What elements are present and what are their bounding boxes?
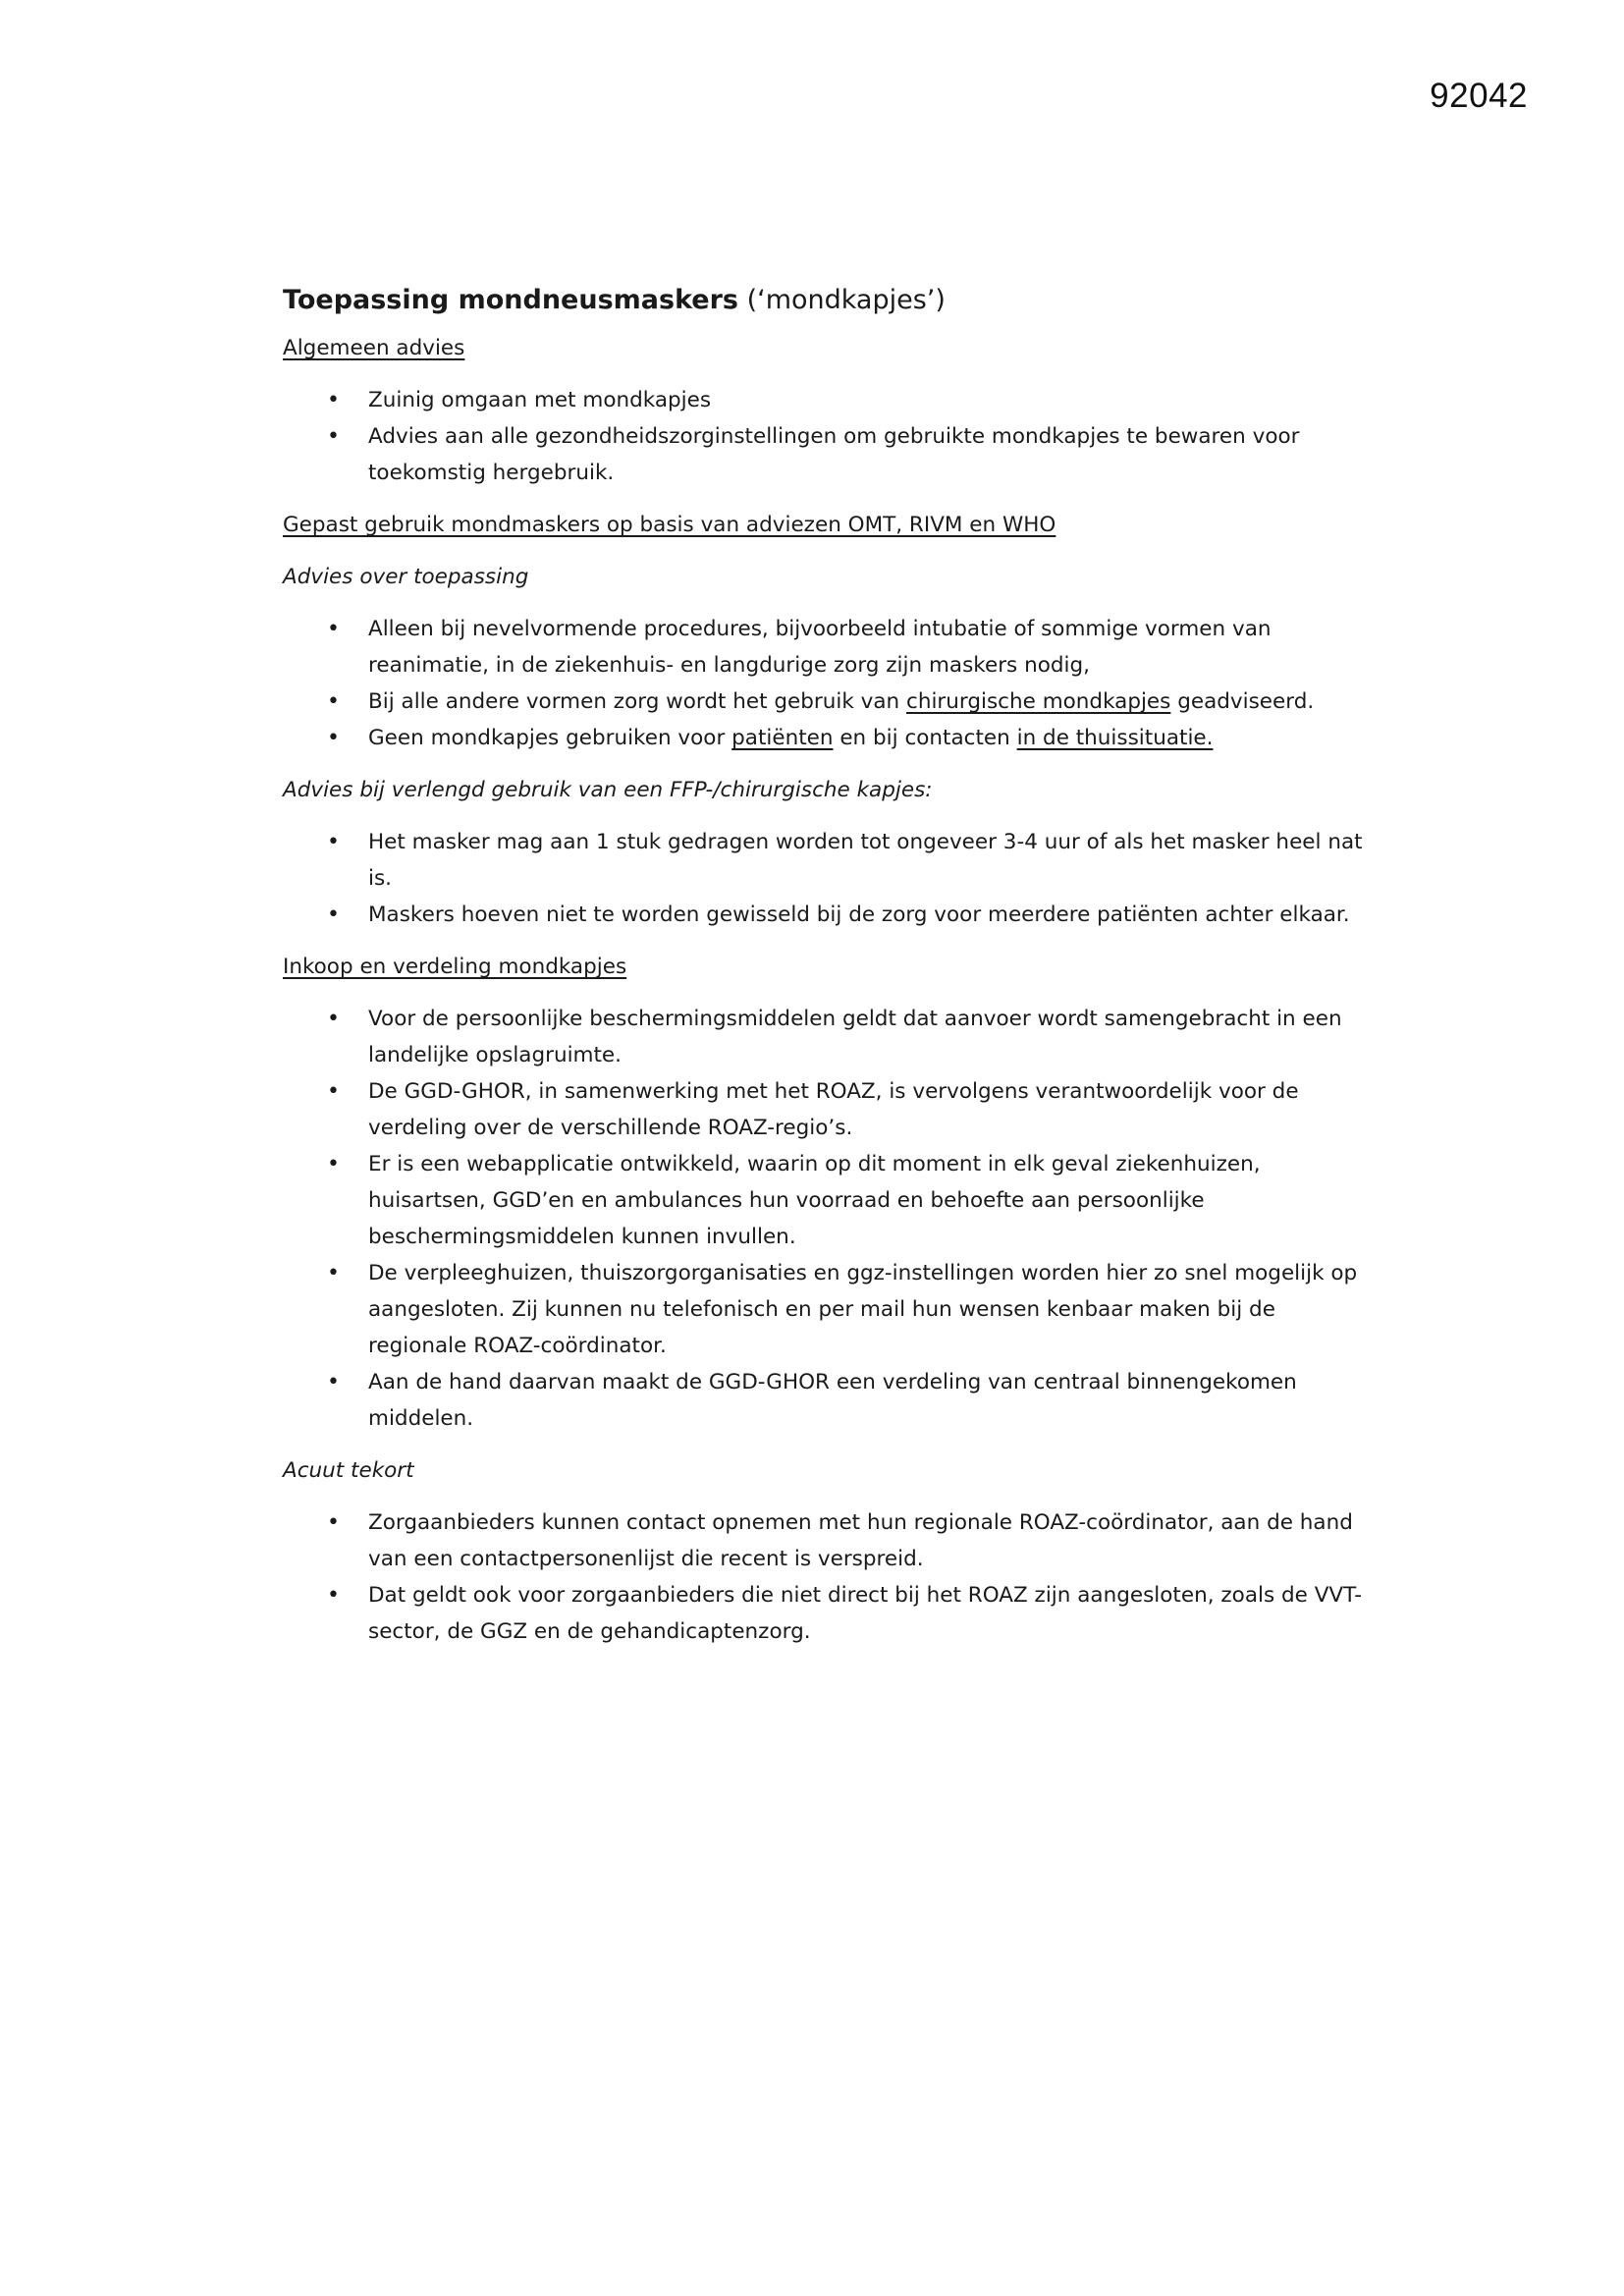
list-item: • Er is een webapplicatie ontwikkeld, waarin op dit moment in elk geval ziekenhuizen, huisartsen, GGD’en en ambulances hun voorraad en behoefte aan persoonlijke beschermingsmiddelen kunnen invullen. bbox=[283, 1146, 1373, 1255]
list-item: • Alleen bij nevelvormende procedures, bijvoorbeeld intubatie of sommige vormen van reanimatie, in de ziekenhuis- en langdurige zorg zijn maskers nodig, bbox=[283, 611, 1373, 683]
list-item: • Geen mondkapjes gebruiken voor patiënten en bij contacten in de thuissituatie. bbox=[283, 720, 1373, 756]
list-item: • De GGD-GHOR, in samenwerking met het ROAZ, is vervolgens verantwoordelijk voor de verdeling over de verschillende ROAZ-regio’s. bbox=[283, 1073, 1373, 1146]
list-item: • Voor de persoonlijke beschermingsmiddelen geldt dat aanvoer wordt samengebracht in een landelijke opslagruimte. bbox=[283, 1001, 1373, 1073]
list-item: • Zuinig omgaan met mondkapjes bbox=[283, 382, 1373, 418]
document-body bbox=[283, 283, 1373, 1666]
title-rest: (‘mondkapjes’) bbox=[738, 285, 946, 315]
list-item: • Dat geldt ook voor zorgaanbieders die niet direct bij het ROAZ zijn aangesloten, zoals de VVT-sector, de GGZ en de gehandicaptenzorg. bbox=[283, 1577, 1373, 1650]
heading-advies-over-toepassing: Advies over toepassing bbox=[283, 565, 529, 589]
heading-inkoop-verdeling: Inkoop en verdeling mondkapjes bbox=[283, 955, 627, 979]
list-item: • Advies aan alle gezondheidszorginstellingen om gebruikte mondkapjes te bewaren voor toekomstig hergebruik. bbox=[283, 418, 1373, 491]
bullet-list-advies-toepassing bbox=[283, 611, 1373, 756]
underlined-term-thuissituatie: in de thuissituatie. bbox=[1016, 726, 1214, 750]
list-item: • De verpleeghuizen, thuiszorgorganisaties en ggz-instellingen worden hier zo snel mogelijk op aangesloten. Zij kunnen nu telefonisch en per mail hun wensen kenbaar maken bij de regionale ROAZ-coördinator. bbox=[283, 1255, 1373, 1364]
list-item: • Aan de hand daarvan maakt de GGD-GHOR een verdeling van centraal binnengekomen middelen. bbox=[283, 1364, 1373, 1437]
page-number: 92042 bbox=[1430, 77, 1528, 115]
document-title bbox=[283, 283, 1373, 318]
list-item: • Bij alle andere vormen zorg wordt het gebruik van chirurgische mondkapjes geadviseerd. bbox=[283, 683, 1373, 720]
heading-gepast-gebruik: Gepast gebruik mondmaskers op basis van adviezen OMT, RIVM en WHO bbox=[283, 513, 1056, 537]
underlined-term-chirurgische-mondkapjes: chirurgische mondkapjes bbox=[906, 689, 1171, 714]
list-item: • Maskers hoeven niet te worden gewisseld bij de zorg voor meerdere patiënten achter elkaar. bbox=[283, 897, 1373, 933]
heading-algemeen-advies: Algemeen advies bbox=[283, 336, 465, 360]
bullet-list-acuut-tekort bbox=[283, 1504, 1373, 1650]
list-item: • Het masker mag aan 1 stuk gedragen worden tot ongeveer 3-4 uur of als het masker heel nat is. bbox=[283, 824, 1373, 897]
list-item: • Zorgaanbieders kunnen contact opnemen met hun regionale ROAZ-coördinator, aan de hand van een contactpersonenlijst die recent is verspreid. bbox=[283, 1504, 1373, 1577]
underlined-term-patienten: patiënten bbox=[731, 726, 834, 750]
heading-verlengd-gebruik: Advies bij verlengd gebruik van een FFP-/chirurgische kapjes: bbox=[283, 778, 933, 802]
title-bold: Toepassing mondneusmaskers bbox=[283, 285, 738, 315]
heading-acuut-tekort: Acuut tekort bbox=[283, 1458, 414, 1483]
bullet-list-inkoop-verdeling bbox=[283, 1001, 1373, 1437]
bullet-list-verlengd-gebruik bbox=[283, 824, 1373, 933]
bullet-list-algemeen-advies bbox=[283, 382, 1373, 491]
